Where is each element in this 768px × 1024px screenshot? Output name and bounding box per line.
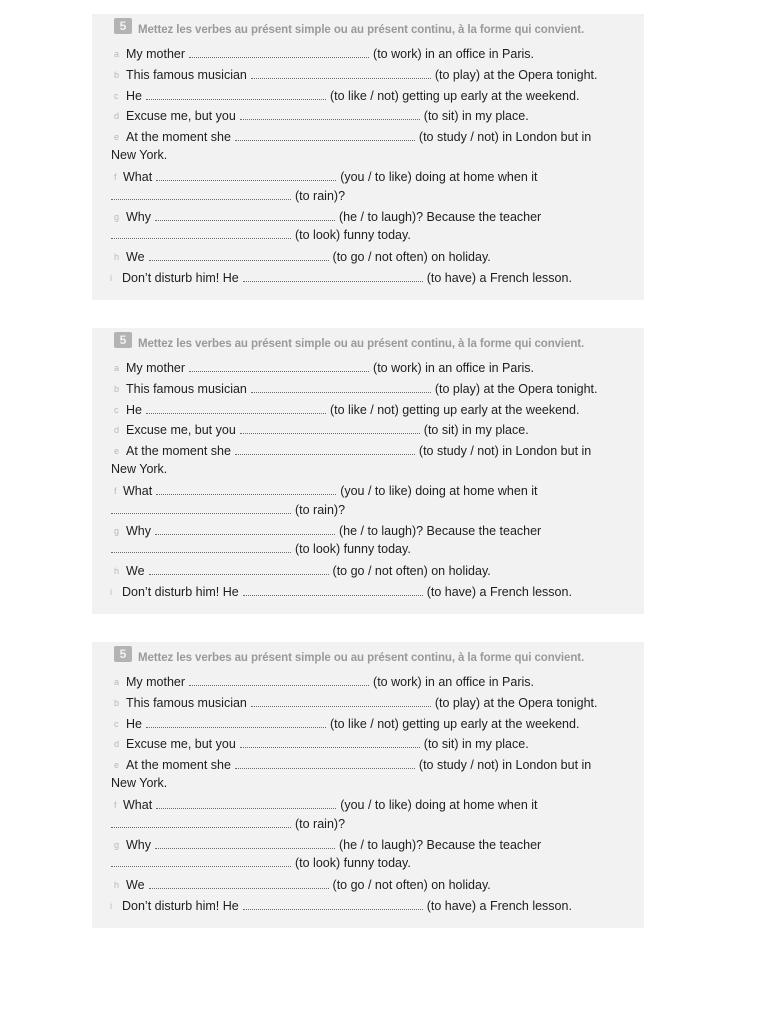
answer-blank[interactable] [235, 445, 415, 455]
item-letter: c [114, 719, 119, 729]
answer-blank[interactable] [235, 759, 415, 769]
exercise-instruction: Mettez les verbes au présent simple ou au présent continu, à la forme qui convient. [138, 652, 585, 664]
item-text: Why [126, 210, 151, 224]
item-text: (to study / not) in London but in [418, 758, 592, 772]
item-text: (to sit) in my place. [423, 737, 529, 751]
item-letter: f [114, 486, 117, 496]
exercise-item-h [126, 878, 491, 892]
item-second-line [111, 856, 411, 870]
item-letter: c [114, 405, 119, 415]
item-text: (you / to like) doing at home when it [340, 170, 538, 184]
item-text: (to work) in an office in Paris. [373, 47, 534, 61]
item-text: We [126, 878, 145, 892]
exercise-item-h [126, 250, 491, 264]
item-continuation: New York. [111, 148, 168, 162]
answer-blank[interactable] [111, 190, 291, 200]
item-text: (to work) in an office in Paris. [373, 675, 534, 689]
item-letter: i [110, 273, 112, 283]
item-text: (to look) funny today. [295, 856, 411, 870]
item-text: He [126, 89, 142, 103]
item-text: (to sit) in my place. [423, 423, 529, 437]
answer-blank[interactable] [146, 718, 326, 728]
exercise-block [92, 642, 644, 928]
item-letter: g [114, 840, 120, 850]
item-letter: f [114, 172, 117, 182]
item-letter: g [114, 212, 120, 222]
item-text: Don’t disturb him! He [122, 271, 239, 285]
item-letter: a [114, 49, 120, 59]
item-text: (to play) at the Opera tonight. [434, 382, 598, 396]
answer-blank[interactable] [149, 565, 329, 575]
exercise-item-d [126, 109, 529, 123]
item-text: (to work) in an office in Paris. [373, 361, 534, 375]
item-text: (to study / not) in London but in [418, 444, 592, 458]
answer-blank[interactable] [235, 131, 415, 141]
item-text: (he / to laugh)? Because the teacher [339, 210, 542, 224]
exercise-item-c [126, 717, 579, 731]
item-text: (you / to like) doing at home when it [340, 484, 538, 498]
item-text: (to rain)? [295, 189, 346, 203]
item-text: (to like / not) getting up early at the weekend. [329, 89, 580, 103]
item-text: (to have) a French lesson. [426, 585, 572, 599]
item-text: At the moment she [126, 444, 231, 458]
item-letter: i [110, 901, 112, 911]
answer-blank[interactable] [243, 586, 423, 596]
item-letter: h [114, 880, 120, 890]
exercise-item-e [126, 444, 591, 458]
item-text: (to go / not often) on holiday. [332, 878, 491, 892]
answer-blank[interactable] [251, 697, 431, 707]
item-text: Why [126, 838, 151, 852]
exercise-instruction: Mettez les verbes au présent simple ou au présent continu, à la forme qui convient. [138, 24, 585, 36]
exercise-number-badge: 5 [114, 332, 132, 348]
item-text: Excuse me, but you [126, 423, 236, 437]
item-text: We [126, 250, 145, 264]
item-text: Don’t disturb him! He [122, 899, 239, 913]
item-text: My mother [126, 47, 186, 61]
item-text: At the moment she [126, 130, 231, 144]
item-letter: c [114, 91, 119, 101]
answer-blank[interactable] [111, 818, 291, 828]
item-letter: e [114, 132, 120, 142]
answer-blank[interactable] [251, 383, 431, 393]
exercise-item-e [126, 758, 591, 772]
item-text: (to have) a French lesson. [426, 899, 572, 913]
item-letter: d [114, 425, 120, 435]
answer-blank[interactable] [156, 799, 336, 809]
exercise-item-b [126, 382, 597, 396]
item-text: What [123, 798, 153, 812]
answer-blank[interactable] [243, 900, 423, 910]
answer-blank[interactable] [251, 69, 431, 79]
item-text: (to sit) in my place. [423, 109, 529, 123]
item-text: (to rain)? [295, 503, 346, 517]
item-text: (to look) funny today. [295, 542, 411, 556]
exercise-item-f [123, 170, 538, 184]
exercise-item-f [123, 484, 538, 498]
item-text: (to like / not) getting up early at the weekend. [329, 403, 580, 417]
item-text: This famous musician [126, 382, 247, 396]
item-letter: d [114, 111, 120, 121]
item-letter: b [114, 70, 120, 80]
item-text: We [126, 564, 145, 578]
exercise-item-a [126, 675, 534, 689]
item-letter: a [114, 677, 120, 687]
answer-blank[interactable] [146, 404, 326, 414]
item-text: My mother [126, 675, 186, 689]
item-text: Don’t disturb him! He [122, 585, 239, 599]
answer-blank[interactable] [149, 251, 329, 261]
item-letter: i [110, 587, 112, 597]
exercise-item-d [126, 737, 529, 751]
answer-blank[interactable] [111, 857, 291, 867]
answer-blank[interactable] [111, 229, 291, 239]
item-text: (to rain)? [295, 817, 346, 831]
item-text: (to play) at the Opera tonight. [434, 68, 598, 82]
answer-blank[interactable] [155, 211, 335, 221]
answer-blank[interactable] [146, 90, 326, 100]
exercise-item-a [126, 47, 534, 61]
item-second-line [111, 817, 345, 831]
item-text: (to study / not) in London but in [418, 130, 592, 144]
item-letter: e [114, 446, 120, 456]
exercise-instruction: Mettez les verbes au présent simple ou au présent continu, à la forme qui convient. [138, 338, 585, 350]
item-letter: h [114, 566, 120, 576]
exercise-number-badge: 5 [114, 18, 132, 34]
item-letter: d [114, 739, 120, 749]
item-letter: a [114, 363, 120, 373]
exercise-item-i [122, 585, 572, 599]
item-second-line [111, 542, 411, 556]
item-second-line [111, 228, 411, 242]
item-letter: h [114, 252, 120, 262]
exercise-item-g [126, 838, 541, 852]
exercise-item-i [122, 271, 572, 285]
exercise-item-c [126, 403, 579, 417]
item-text: (you / to like) doing at home when it [340, 798, 538, 812]
item-continuation: New York. [111, 776, 168, 790]
answer-blank[interactable] [111, 543, 291, 553]
exercise-item-d [126, 423, 529, 437]
answer-blank[interactable] [149, 879, 329, 889]
answer-blank[interactable] [243, 272, 423, 282]
exercise-block [92, 14, 644, 300]
exercise-item-c [126, 89, 579, 103]
item-text: (to like / not) getting up early at the weekend. [329, 717, 580, 731]
item-letter: b [114, 384, 120, 394]
item-text: What [123, 484, 153, 498]
item-text: (to have) a French lesson. [426, 271, 572, 285]
item-text: He [126, 717, 142, 731]
answer-blank[interactable] [189, 676, 369, 686]
item-text: At the moment she [126, 758, 231, 772]
item-text: Why [126, 524, 151, 538]
exercise-item-g [126, 524, 541, 538]
item-text: (to go / not often) on holiday. [332, 250, 491, 264]
exercise-item-e [126, 130, 591, 144]
item-text: What [123, 170, 153, 184]
item-text: This famous musician [126, 68, 247, 82]
exercise-item-h [126, 564, 491, 578]
answer-blank[interactable] [155, 839, 335, 849]
answer-blank[interactable] [155, 525, 335, 535]
item-letter: e [114, 760, 120, 770]
item-text: (to go / not often) on holiday. [332, 564, 491, 578]
item-letter: g [114, 526, 120, 536]
exercise-item-f [123, 798, 538, 812]
answer-blank[interactable] [240, 738, 420, 748]
answer-blank[interactable] [111, 504, 291, 514]
exercise-number-badge: 5 [114, 646, 132, 662]
item-text: He [126, 403, 142, 417]
item-letter: f [114, 800, 117, 810]
item-text: (to play) at the Opera tonight. [434, 696, 598, 710]
exercise-item-b [126, 696, 597, 710]
item-continuation: New York. [111, 462, 168, 476]
item-text: (he / to laugh)? Because the teacher [339, 524, 542, 538]
item-letter: b [114, 698, 120, 708]
answer-blank[interactable] [156, 485, 336, 495]
item-second-line [111, 503, 345, 517]
item-text: Excuse me, but you [126, 737, 236, 751]
item-text: My mother [126, 361, 186, 375]
exercise-item-b [126, 68, 597, 82]
answer-blank[interactable] [240, 110, 420, 120]
answer-blank[interactable] [240, 424, 420, 434]
item-text: Excuse me, but you [126, 109, 236, 123]
item-second-line [111, 189, 345, 203]
item-text: (to look) funny today. [295, 228, 411, 242]
answer-blank[interactable] [156, 171, 336, 181]
exercise-item-g [126, 210, 541, 224]
exercise-item-i [122, 899, 572, 913]
answer-blank[interactable] [189, 362, 369, 372]
item-text: (he / to laugh)? Because the teacher [339, 838, 542, 852]
item-text: This famous musician [126, 696, 247, 710]
answer-blank[interactable] [189, 48, 369, 58]
exercise-item-a [126, 361, 534, 375]
exercise-block [92, 328, 644, 614]
